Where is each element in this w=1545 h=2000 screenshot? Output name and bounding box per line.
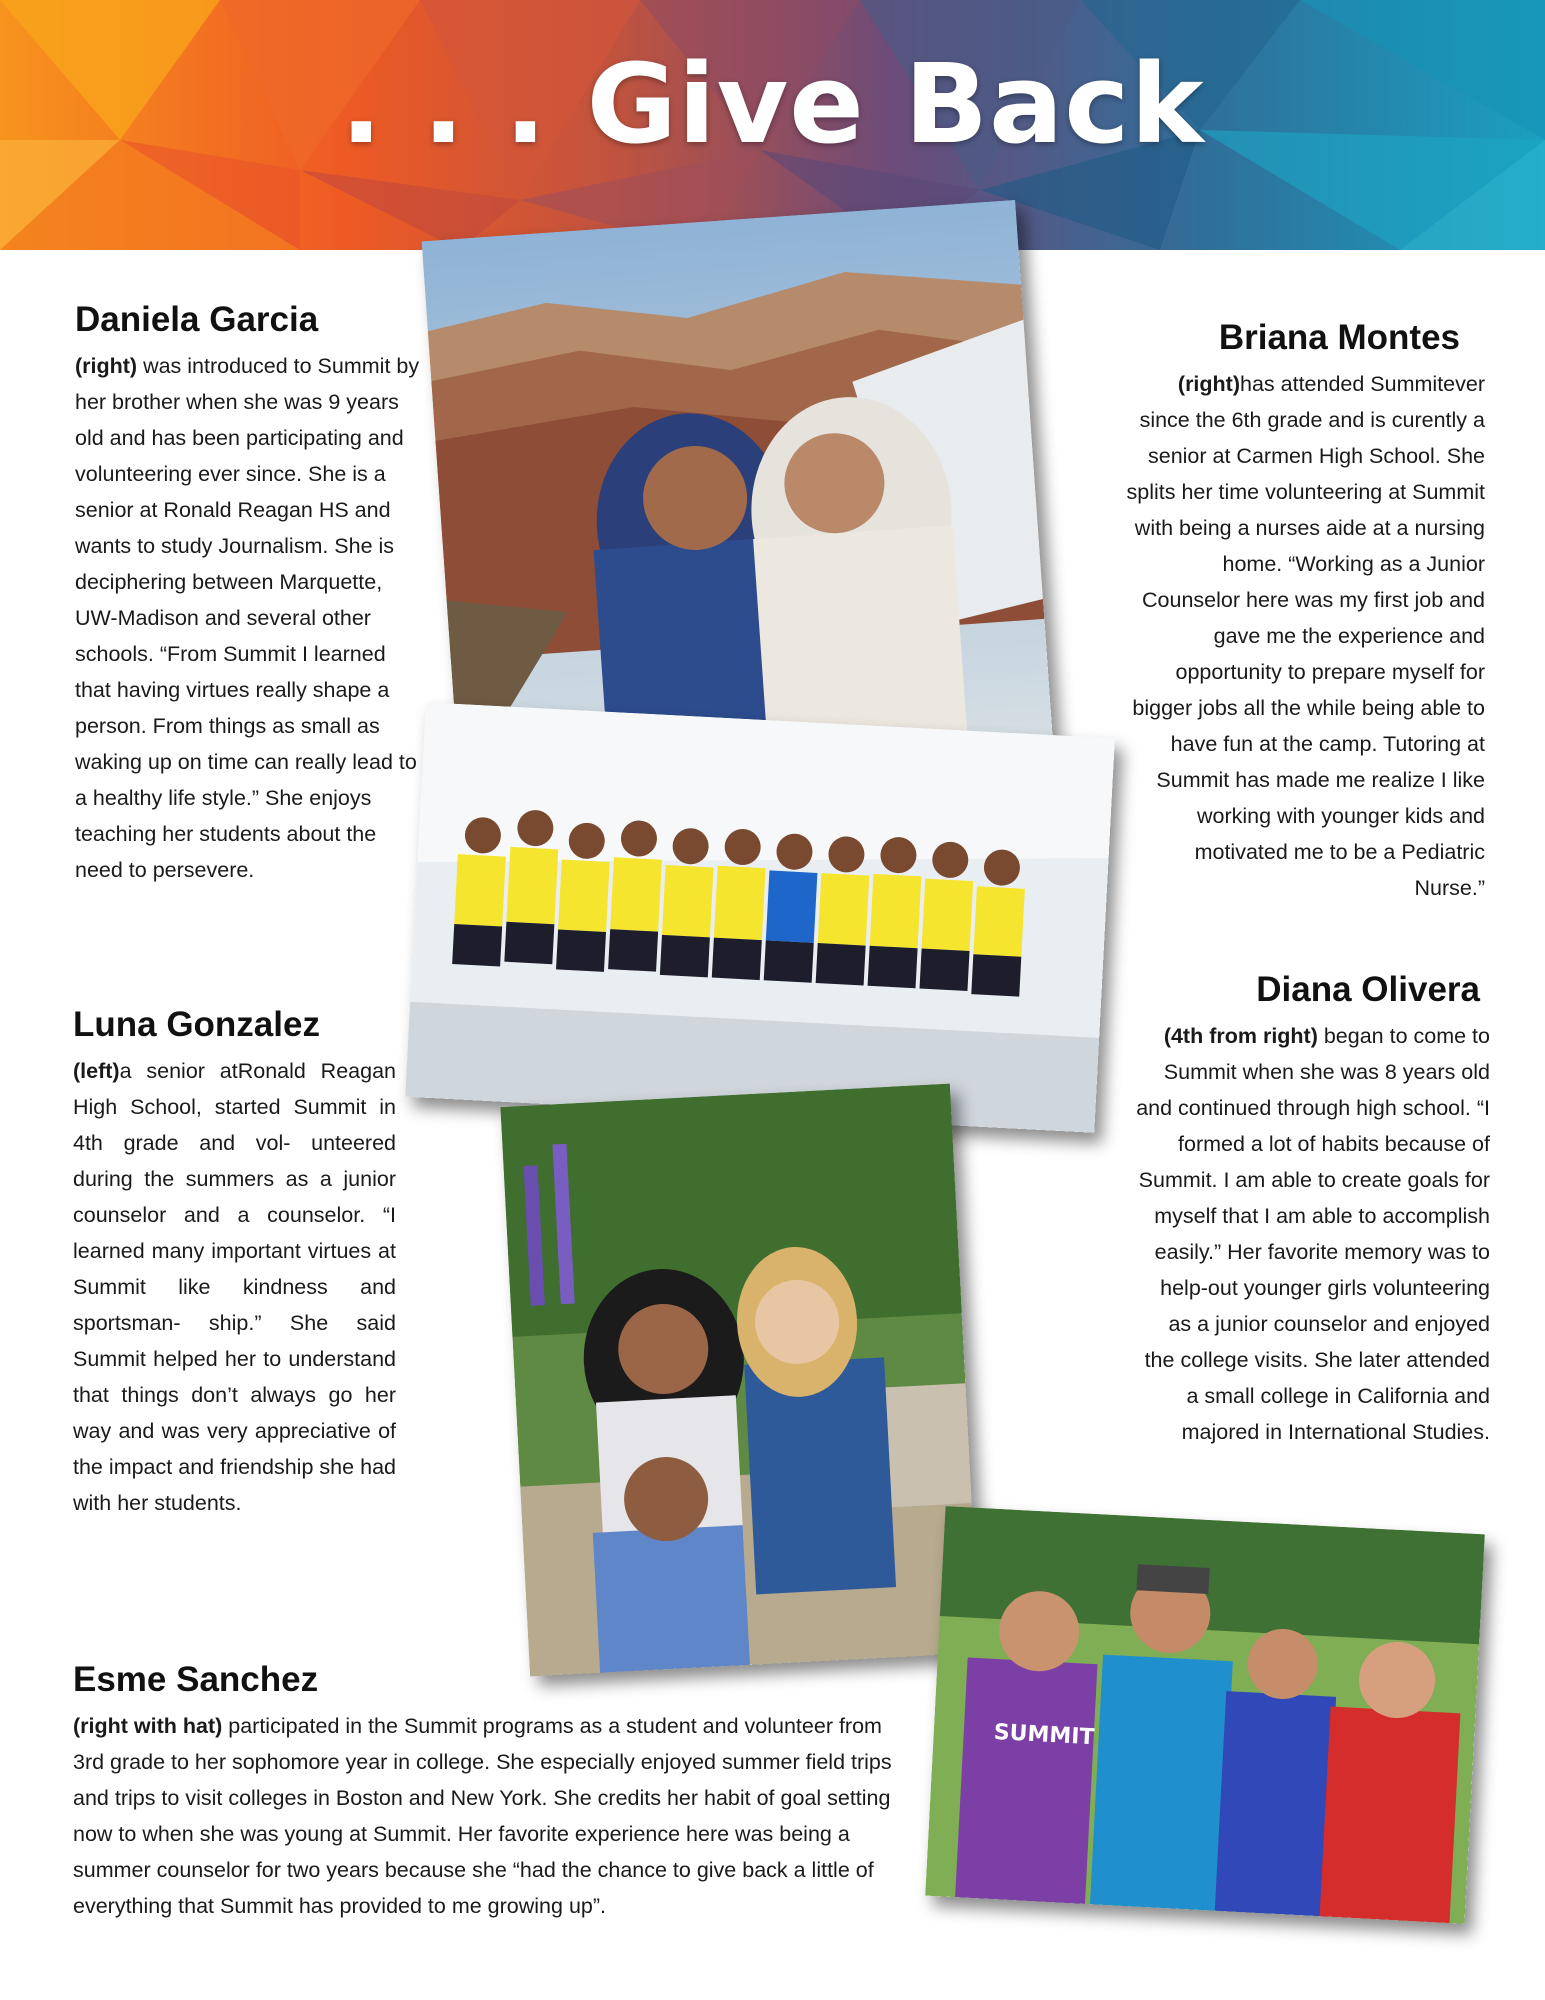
header-banner <box>0 0 1545 250</box>
profile-name: Daniela Garcia <box>75 300 319 339</box>
profile-tag: (4th from right) <box>1163 1024 1318 1048</box>
profile-text: participated in the Summit programs as a student and volunteer from 3rd grade to her sophomore year in college. She especially enjoyed summer field trips and trips to visit colleges in Boston and New York. She credits her habit of goal setting now to when she was young at Summit. Her favorite experience here was being a summer counselor for two years because she “had the chance to give back a little of everything that Summit has provided to me growing up”. <box>73 1714 892 1918</box>
shirt-logo-text: SUMMIT <box>993 1719 1095 1751</box>
profile-tag: (right) <box>1177 372 1240 396</box>
photo-garden <box>500 1084 979 1677</box>
profile-bio <box>1135 1018 1490 1450</box>
profile-name: Briana Montes <box>1218 318 1460 357</box>
profile-name: Luna Gonzalez <box>73 1005 320 1044</box>
page-title: . . . Give Back <box>340 40 1205 168</box>
profile-briana <box>1125 318 1485 906</box>
profile-bio <box>1125 366 1485 906</box>
profile-tag: (right with hat) <box>73 1714 223 1738</box>
profile-text: a senior atRonald Reagan High School, started Summit in 4th grade and vol- unteered during the summers as a junior counselor and a counselor. “I learned many important virtues at Summit like kindness and sportsman- ship.” She said Summit helped her to understand that things don’t always go her way and was very appreciative of the impact and friendship she had with her students. <box>73 1059 396 1515</box>
profile-bio <box>75 348 425 888</box>
profile-bio <box>73 1708 913 1924</box>
profile-bio <box>73 1053 396 1521</box>
profile-esme <box>73 1660 913 1924</box>
profile-text: was introduced to Summit by her brother when she was 9 years old and has been participating and volunteering ever since. She is a senior at Ronald Reagan HS and wants to study Journalism. She is deciphering between Marquette, UW-Madison and several other schools. “From Summit I learned that having virtues really shape a person. From things as small as waking up on time can really lead to a healthy life style.” She enjoys teaching her students about the need to persevere. <box>75 354 420 882</box>
profile-name: Diana Olivera <box>1256 970 1480 1009</box>
profile-luna <box>73 1005 396 1521</box>
profile-name: Esme Sanchez <box>73 1660 319 1699</box>
profile-diana <box>1135 970 1490 1450</box>
profile-text: has attended Summitever since the 6th grade and is curently a senior at Carmen High School. She splits her time volunteering at Summit with being a nurses aide at a nursing home. “Working as a Junior Counselor here was my first job and gave me the experience and opportunity to prepare myself for bigger jobs all the while being able to have fun at the camp. Tutoring at Summit has made me realize I like working with younger kids and motivated me to be a Pediatric Nurse.” <box>1126 372 1485 900</box>
photo-grand-canyon <box>422 200 1054 790</box>
photo-park-four-girls <box>925 1506 1485 1924</box>
profile-text: began to come to Summit when she was 8 years old and continued through high school. “I formed a lot of habits because of Summit. I am able to create goals for myself that I am able to accomplish easily.” Her favorite memory was to help-out younger girls volunteering as a junior counselor and enjoyed the college visits. She later attended a small college in California and majored in International Studies. <box>1136 1024 1490 1444</box>
photo-group-yellow-shirts <box>405 702 1115 1133</box>
profile-tag: (right) <box>75 354 138 378</box>
profile-daniela <box>75 300 425 888</box>
profile-tag: (left) <box>73 1059 120 1083</box>
